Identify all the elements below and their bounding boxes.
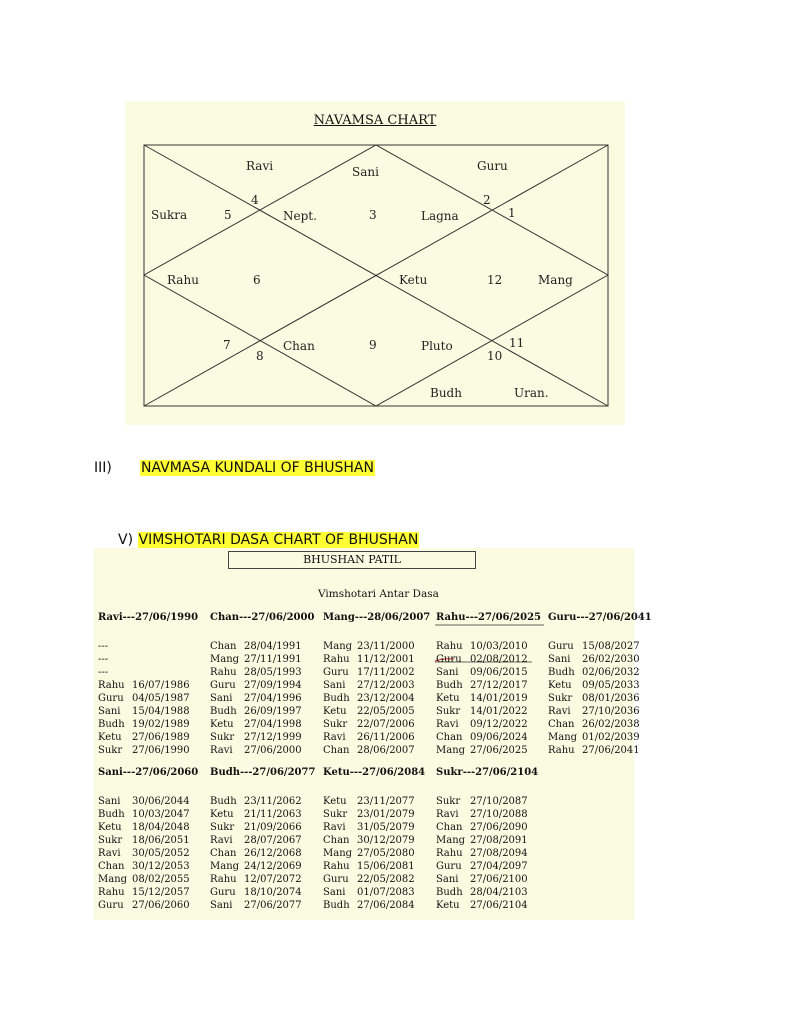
dasa-date: 23/12/2004 (357, 693, 415, 704)
dasa-planet: Rahu (548, 745, 575, 756)
dasa-row (98, 718, 198, 731)
dasa-date: 27/04/2097 (470, 861, 528, 872)
dasa-planet: Budh (210, 706, 237, 717)
navamsa-chart-panel (125, 101, 625, 425)
dasa-planet: Budh (436, 680, 463, 691)
dasa-planet: --- (98, 641, 109, 652)
dasa-date: 26/11/2006 (357, 732, 415, 743)
house-9: 9 (369, 338, 377, 352)
dasa-row (210, 860, 315, 873)
dasa-date: 15/04/1988 (132, 706, 190, 717)
dasa-planet: Ravi (436, 809, 459, 820)
dasa-date: 04/05/1987 (132, 693, 190, 704)
dasa-date: 10/03/2047 (132, 809, 190, 820)
dasa-date: 01/02/2039 (582, 732, 640, 743)
dasa-date: 27/09/1994 (244, 680, 302, 691)
dasa-date: 09/06/2015 (470, 667, 528, 678)
dasa-subtitle: Vimshotari Antar Dasa (318, 588, 439, 600)
dasa-planet: Budh (548, 667, 575, 678)
dasa-date: 24/12/2069 (244, 861, 302, 872)
dasa-row (98, 886, 198, 899)
dasa-date: 30/12/2053 (132, 861, 190, 872)
dasa-date: 08/02/2055 (132, 874, 190, 885)
dasa-date: 08/01/2036 (582, 693, 640, 704)
dasa-row (210, 795, 315, 808)
dasa-column (210, 612, 314, 757)
dasa-date: 15/06/2081 (357, 861, 415, 872)
dasa-date: 28/04/2103 (470, 887, 528, 898)
dasa-row (210, 640, 314, 653)
dasa-planet: Ravi (436, 719, 459, 730)
dasa-planet: Sukr (436, 706, 461, 717)
dasa-planet: Guru (323, 874, 349, 885)
dasa-planet: Guru (436, 861, 462, 872)
dasa-planet: Mang (548, 732, 578, 743)
dasa-date: 22/05/2082 (357, 874, 415, 885)
dasa-planet: Chan (98, 861, 125, 872)
dasa-row (98, 679, 198, 692)
house-8: 8 (256, 349, 264, 363)
dasa-row (210, 744, 314, 757)
dasa-row (323, 808, 425, 821)
dasa-row (436, 653, 541, 666)
dasa-date: 18/06/2051 (132, 835, 190, 846)
dasa-date: 27/12/1999 (244, 732, 302, 743)
dasa-row (98, 653, 198, 666)
dasa-date: 11/12/2001 (357, 654, 415, 665)
dasa-date: 18/04/2048 (132, 822, 190, 833)
dasa-date: 15/08/2027 (582, 641, 640, 652)
dasa-date: 27/10/2088 (470, 809, 528, 820)
dasa-planet: Guru (323, 667, 349, 678)
dasa-planet: --- (98, 654, 109, 665)
dasa-row (210, 821, 315, 834)
dasa-row (436, 718, 541, 731)
dasa-planet: Budh (98, 719, 125, 730)
dasa-planet: Mang (323, 848, 353, 859)
dasa-date: 28/07/2067 (244, 835, 302, 846)
dasa-date: 02/06/2032 (582, 667, 640, 678)
dasa-planet: Rahu (436, 848, 463, 859)
dasa-row (323, 718, 430, 731)
dasa-planet: Mang (210, 861, 240, 872)
dasa-date: 27/06/2025 (470, 745, 528, 756)
dasa-date: 27/06/2084 (357, 900, 415, 911)
dasa-date: 26/02/2038 (582, 719, 640, 730)
house-6: 6 (253, 273, 261, 287)
dasa-row (436, 731, 541, 744)
dasa-row (548, 705, 652, 718)
dasa-date: 27/05/2080 (357, 848, 415, 859)
dasa-row (210, 653, 314, 666)
dasa-planet: Rahu (323, 654, 350, 665)
dasa-planet: Sukr (323, 719, 348, 730)
section-v-title: VIMSHOTARI DASA CHART OF BHUSHAN (138, 532, 419, 548)
dasa-row (210, 666, 314, 679)
planet-chan: Chan (283, 339, 315, 353)
dasa-column-header: Ravi---27/06/1990 (98, 612, 199, 623)
dasa-planet: Rahu (210, 667, 237, 678)
dasa-planet: Rahu (323, 861, 350, 872)
dasa-planet: Guru (210, 887, 236, 898)
dasa-row (98, 899, 198, 912)
dasa-row (436, 873, 538, 886)
dasa-column-header: Rahu---27/06/2025 (436, 612, 541, 623)
dasa-row (548, 731, 652, 744)
dasa-column (98, 767, 198, 912)
dasa-date: 18/10/2074 (244, 887, 302, 898)
dasa-row (548, 744, 652, 757)
dasa-date: 27/06/1989 (132, 732, 190, 743)
dasa-row (210, 834, 315, 847)
dasa-row (98, 821, 198, 834)
dasa-row (98, 795, 198, 808)
dasa-row (548, 640, 652, 653)
dasa-date: 26/12/2068 (244, 848, 302, 859)
dasa-date: 27/12/2017 (470, 680, 528, 691)
dasa-planet: Ketu (98, 822, 122, 833)
section-iii-number: III) (94, 460, 112, 476)
planet-ketu: Ketu (399, 273, 428, 287)
dasa-date: 31/05/2079 (357, 822, 415, 833)
dasa-row (323, 847, 425, 860)
dasa-planet: Chan (436, 732, 463, 743)
dasa-date: 27/06/2100 (470, 874, 528, 885)
dasa-planet: Ketu (323, 796, 347, 807)
dasa-column (548, 612, 652, 757)
dasa-planet: Sani (436, 874, 459, 885)
dasa-row (323, 860, 425, 873)
dasa-planet: Sukr (323, 809, 348, 820)
house-7: 7 (223, 338, 231, 352)
dasa-row (323, 731, 430, 744)
dasa-row (98, 731, 198, 744)
dasa-date: 14/01/2022 (470, 706, 528, 717)
dasa-planet: Chan (323, 835, 350, 846)
dasa-date: 28/06/2007 (357, 745, 415, 756)
dasa-row (548, 679, 652, 692)
dasa-row (548, 653, 652, 666)
house-11: 11 (509, 336, 525, 350)
dasa-planet: Rahu (98, 680, 125, 691)
planet-nept: Nept. (283, 209, 317, 223)
house-1: 1 (508, 206, 516, 220)
dasa-planet: Guru (436, 654, 462, 665)
dasa-row (98, 808, 198, 821)
dasa-row (210, 705, 314, 718)
dasa-row (436, 679, 541, 692)
dasa-planet: Sani (548, 654, 571, 665)
dasa-date: 27/11/1991 (244, 654, 302, 665)
dasa-planet: Ketu (436, 900, 460, 911)
planet-pluto: Pluto (421, 339, 453, 353)
dasa-row (98, 692, 198, 705)
planet-mang: Mang (538, 273, 573, 287)
dasa-planet: Guru (98, 900, 124, 911)
dasa-column (98, 612, 198, 757)
dasa-row (210, 886, 315, 899)
dasa-row (436, 640, 541, 653)
dasa-row (98, 847, 198, 860)
dasa-planet: Sukr (548, 693, 573, 704)
dasa-row (436, 847, 538, 860)
dasa-date: 27/10/2036 (582, 706, 640, 717)
dasa-planet: Mang (436, 835, 466, 846)
dasa-planet: Rahu (436, 641, 463, 652)
dasa-row (98, 666, 198, 679)
dasa-date: 27/06/2090 (470, 822, 528, 833)
dasa-date: 09/12/2022 (470, 719, 528, 730)
dasa-planet: Sukr (210, 822, 235, 833)
planet-ravi: Ravi (246, 159, 274, 173)
dasa-planet: Mang (323, 641, 353, 652)
house-3: 3 (369, 208, 377, 222)
navamsa-chart-grid (125, 101, 625, 425)
dasa-row (210, 899, 315, 912)
dasa-date: 30/06/2044 (132, 796, 190, 807)
dasa-planet: Rahu (98, 887, 125, 898)
dasa-date: 12/07/2072 (244, 874, 302, 885)
house-4: 4 (251, 193, 259, 207)
dasa-date: 27/08/2094 (470, 848, 528, 859)
dasa-row (323, 640, 430, 653)
dasa-column (436, 612, 541, 757)
dasa-row (323, 899, 425, 912)
dasa-date: 21/11/2063 (244, 809, 302, 820)
dasa-planet: Sukr (210, 732, 235, 743)
dasa-row (436, 886, 538, 899)
dasa-row (210, 873, 315, 886)
dasa-planet: Ketu (210, 809, 234, 820)
dasa-planet: Ketu (98, 732, 122, 743)
dasa-planet: Ravi (210, 745, 233, 756)
dasa-date: 01/07/2083 (357, 887, 415, 898)
dasa-date: 30/12/2079 (357, 835, 415, 846)
dasa-planet: Mang (436, 745, 466, 756)
dasa-planet: Sani (210, 693, 233, 704)
dasa-date: 22/07/2006 (357, 719, 415, 730)
dasa-date: 23/01/2079 (357, 809, 415, 820)
dasa-row (323, 821, 425, 834)
dasa-row (323, 886, 425, 899)
dasa-date: 30/05/2052 (132, 848, 190, 859)
dasa-planet: Sani (210, 900, 233, 911)
dasa-planet: Ravi (98, 848, 121, 859)
dasa-planet: Budh (323, 900, 350, 911)
dasa-date: 10/03/2010 (470, 641, 528, 652)
dasa-row (323, 666, 430, 679)
dasa-row (98, 744, 198, 757)
dasa-date: 27/12/2003 (357, 680, 415, 691)
dasa-row (436, 834, 538, 847)
planet-sani: Sani (352, 165, 379, 179)
dasa-row (436, 666, 541, 679)
dasa-row (98, 860, 198, 873)
dasa-planet: Ketu (323, 706, 347, 717)
dasa-row (323, 873, 425, 886)
dasa-date: 26/09/1997 (244, 706, 302, 717)
dasa-planet: Sani (323, 887, 346, 898)
house-2: 2 (483, 193, 491, 207)
dasa-date: 23/11/2062 (244, 796, 302, 807)
dasa-planet: Mang (210, 654, 240, 665)
dasa-row (210, 692, 314, 705)
dasa-date: 27/06/1990 (132, 745, 190, 756)
dasa-planet: Chan (210, 848, 237, 859)
dasa-row (98, 873, 198, 886)
dasa-column-header: Sani---27/06/2060 (98, 767, 199, 778)
dasa-planet: Sukr (98, 835, 123, 846)
dasa-date: 27/10/2087 (470, 796, 528, 807)
dasa-row (436, 705, 541, 718)
lagna-label: Lagna (421, 209, 459, 223)
dasa-planet: Sukr (98, 745, 123, 756)
dasa-column-header: Sukr---27/06/2104 (436, 767, 539, 778)
dasa-row (323, 692, 430, 705)
dasa-planet: Sani (436, 667, 459, 678)
dasa-date: 17/11/2002 (357, 667, 415, 678)
dasa-date: 09/06/2024 (470, 732, 528, 743)
dasa-planet: Sani (323, 680, 346, 691)
dasa-date: 23/11/2000 (357, 641, 415, 652)
dasa-date: 27/08/2091 (470, 835, 528, 846)
dasa-row (436, 899, 538, 912)
dasa-planet: Sani (98, 796, 121, 807)
dasa-date: 15/12/2057 (132, 887, 190, 898)
dasa-planet: Ketu (548, 680, 572, 691)
dasa-planet: Chan (210, 641, 237, 652)
section-v-heading (118, 532, 419, 548)
dasa-planet: Rahu (210, 874, 237, 885)
dasa-planet: Budh (436, 887, 463, 898)
dasa-row (323, 795, 425, 808)
dasa-row (323, 653, 430, 666)
dasa-row (436, 744, 541, 757)
dasa-date: 27/06/2060 (132, 900, 190, 911)
dasa-date: 27/04/1998 (244, 719, 302, 730)
dasa-date: 27/06/2104 (470, 900, 528, 911)
dasa-date: 27/06/2041 (582, 745, 640, 756)
dasa-date: 14/01/2019 (470, 693, 528, 704)
dasa-date: 09/05/2033 (582, 680, 640, 691)
dasa-column-header: Ketu---27/06/2084 (323, 767, 426, 778)
dasa-row (210, 679, 314, 692)
dasa-planet: Guru (210, 680, 236, 691)
dasa-column-header: Budh---27/06/2077 (210, 767, 316, 778)
dasa-column-header: Mang---28/06/2007 (323, 612, 431, 623)
dasa-row (548, 666, 652, 679)
dasa-planet: Budh (98, 809, 125, 820)
planet-rahu: Rahu (167, 273, 199, 287)
dasa-planet: Mang (98, 874, 128, 885)
navamsa-chart-title: NAVAMSA CHART (313, 113, 437, 128)
dasa-row (210, 731, 314, 744)
dasa-row (210, 808, 315, 821)
dasa-planet: Ketu (436, 693, 460, 704)
dasa-row (210, 718, 314, 731)
dasa-planet: Chan (323, 745, 350, 756)
dasa-planet: Chan (548, 719, 575, 730)
dasa-planet: Chan (436, 822, 463, 833)
dasa-column-header: Guru---27/06/2041 (548, 612, 652, 623)
dasa-row (98, 640, 198, 653)
dasa-row (436, 821, 538, 834)
house-12: 12 (487, 273, 503, 287)
dasa-row (323, 705, 430, 718)
dasa-column (210, 767, 315, 912)
dasa-row (548, 718, 652, 731)
dasa-planet: Ravi (323, 822, 346, 833)
dasa-date: 27/04/1996 (244, 693, 302, 704)
section-iii-heading (94, 460, 374, 476)
dasa-row (210, 847, 315, 860)
house-10: 10 (487, 349, 503, 363)
dasa-date: 16/07/1986 (132, 680, 190, 691)
dasa-date: 27/06/2000 (244, 745, 302, 756)
dasa-row (548, 692, 652, 705)
planet-guru: Guru (477, 159, 508, 173)
dasa-planet: Budh (323, 693, 350, 704)
dasa-date: 22/05/2005 (357, 706, 415, 717)
dasa-date: 26/02/2030 (582, 654, 640, 665)
dasa-planet: Ketu (210, 719, 234, 730)
dasa-planet: Guru (98, 693, 124, 704)
dasa-date: 28/05/1993 (244, 667, 302, 678)
section-iii-title: NAVMASA KUNDALI OF BHUSHAN (141, 460, 374, 476)
dasa-date: 23/11/2077 (357, 796, 415, 807)
dasa-row (323, 834, 425, 847)
dasa-row (436, 692, 541, 705)
dasa-planet: Ravi (210, 835, 233, 846)
dasa-date: 28/04/1991 (244, 641, 302, 652)
dasa-row (323, 744, 430, 757)
dasa-column-header: Chan---27/06/2000 (210, 612, 315, 623)
dasa-planet: Sukr (436, 796, 461, 807)
dasa-planet: Guru (548, 641, 574, 652)
dasa-column (323, 612, 430, 757)
dasa-row (436, 860, 538, 873)
dasa-date: 02/08/2012 (470, 654, 528, 665)
planet-uran: Uran. (514, 386, 549, 400)
dasa-row (98, 705, 198, 718)
dasa-date: 21/09/2066 (244, 822, 302, 833)
dasa-column (436, 767, 538, 912)
planet-budh: Budh (430, 386, 462, 400)
dasa-planet: --- (98, 667, 109, 678)
dasa-planet: Ravi (323, 732, 346, 743)
house-5: 5 (224, 208, 232, 222)
dasa-row (436, 808, 538, 821)
dasa-planet: Ravi (548, 706, 571, 717)
vimshotari-dasa-panel (94, 548, 652, 920)
dasa-date: 19/02/1989 (132, 719, 190, 730)
dasa-person-name: BHUSHAN PATIL (228, 551, 476, 569)
dasa-column (323, 767, 425, 912)
section-v-number: V) (118, 532, 134, 548)
dasa-planet: Sani (98, 706, 121, 717)
dasa-row (323, 679, 430, 692)
dasa-row (98, 834, 198, 847)
planet-sukra: Sukra (151, 208, 188, 222)
dasa-planet: Budh (210, 796, 237, 807)
dasa-date: 27/06/2077 (244, 900, 302, 911)
dasa-row (436, 795, 538, 808)
